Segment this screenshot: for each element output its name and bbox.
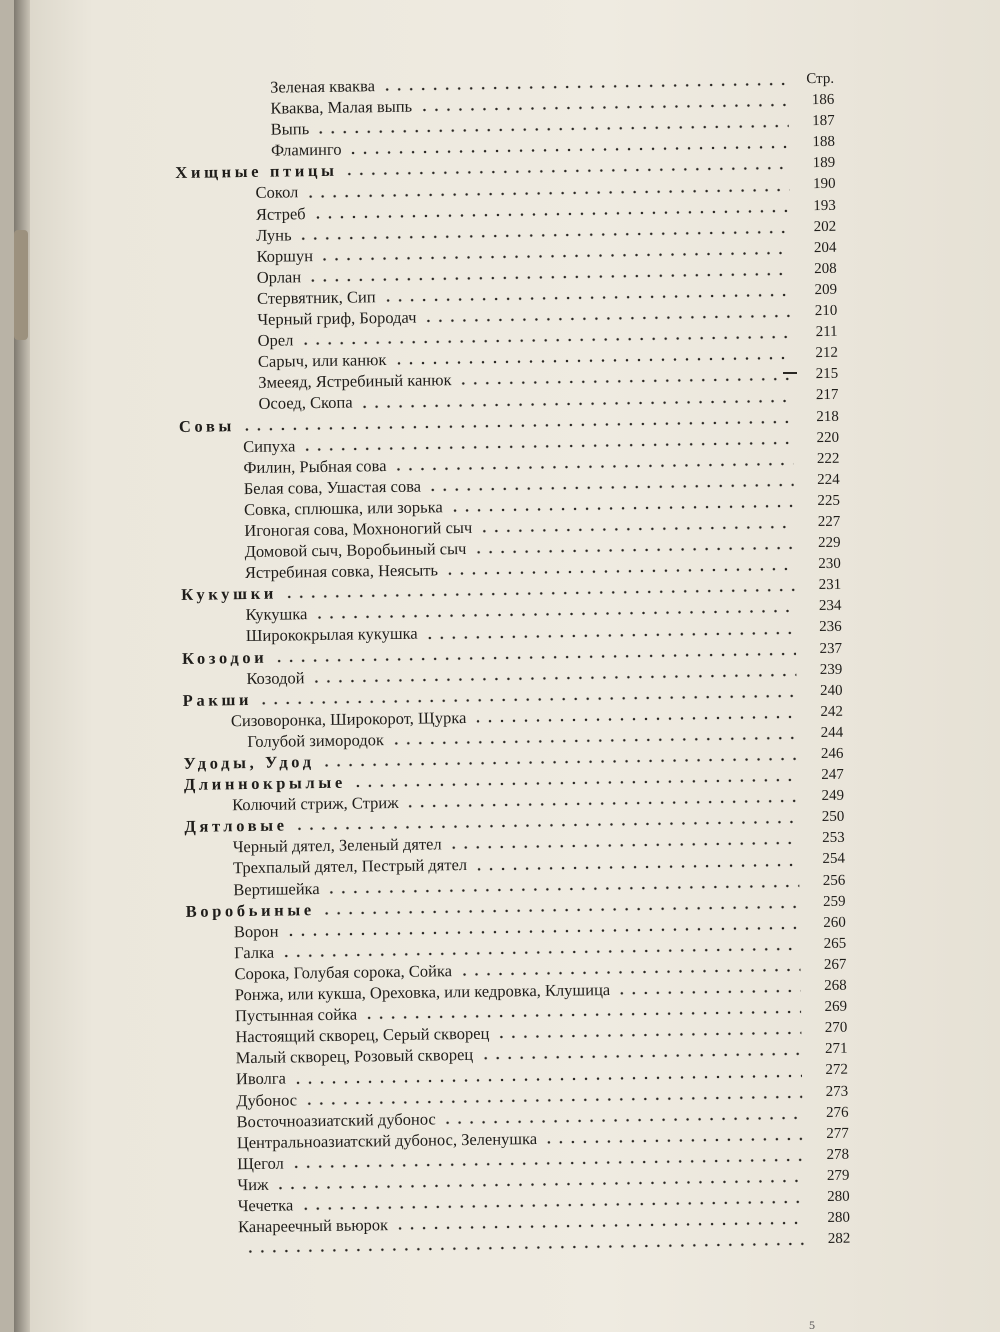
leader-dots <box>449 504 794 512</box>
toc-page-number: 227 <box>817 513 841 531</box>
toc-page-number: 237 <box>819 640 843 657</box>
toc-entry-label: Осоед, Скопа <box>258 392 353 414</box>
toc-entry-label: Лунь <box>256 225 292 245</box>
toc-section-label: Длиннокрылые <box>183 772 346 795</box>
toc-page-number: 222 <box>816 450 840 467</box>
toc-page-number: 204 <box>813 239 837 256</box>
toc-page-number: 277 <box>826 1125 849 1142</box>
toc-section-label: Удоды, Удод <box>183 752 315 773</box>
toc-page-number: 215 <box>815 366 839 383</box>
toc-section-label: Козодои <box>181 647 268 668</box>
toc-page-number: 260 <box>823 914 846 931</box>
toc-page-number: 186 <box>811 91 835 109</box>
leader-dots <box>348 146 790 155</box>
toc-page-number: 273 <box>825 1083 849 1100</box>
toc-entry-label: Кукушка <box>245 604 308 625</box>
toc-entry-label: Орел <box>257 330 294 350</box>
toc-page-number: 244 <box>820 724 844 741</box>
toc-entry-label: Выпь <box>270 119 310 139</box>
toc-page-number: 202 <box>813 218 837 235</box>
toc-page-number: 268 <box>824 977 847 995</box>
toc-entry-label: Малый скворец, Розовый скворец <box>235 1045 474 1068</box>
toc-page-number: 187 <box>812 112 835 130</box>
toc-page-number: 236 <box>819 619 842 636</box>
leader-dots <box>448 842 799 850</box>
toc-page-number: 188 <box>812 134 836 151</box>
leader-dots <box>363 1011 801 1020</box>
toc-entry-label <box>190 1258 238 1259</box>
leader-dots <box>543 1137 803 1144</box>
leader-dots <box>473 863 799 871</box>
leader-dots <box>381 83 788 92</box>
toc-entry-label: Зеленая кваква <box>270 76 376 97</box>
toc-page-number: 280 <box>827 1188 850 1205</box>
leader-dots <box>244 1243 804 1254</box>
leader-dots <box>422 315 791 323</box>
toc-page-number: 267 <box>823 956 847 973</box>
leader-dots <box>394 1221 804 1230</box>
toc-entry-label: Иволга <box>235 1068 287 1089</box>
toc-entry-label: Сокол <box>255 182 299 203</box>
leader-dots <box>390 736 797 745</box>
toc-page-number: 254 <box>822 851 846 868</box>
toc-entry-label: Трехпалый дятел, Пестрый дятел <box>232 855 468 878</box>
toc-entry-label: Восточноазиатский дубонос <box>236 1109 436 1131</box>
leader-dots <box>405 800 799 808</box>
toc-section-label: Кукушки <box>181 583 278 605</box>
toc-entry-label: Сипуха <box>243 435 296 456</box>
toc-page-number: 220 <box>816 429 840 446</box>
toc-page-number: 230 <box>818 555 841 573</box>
toc-page-number: 190 <box>812 176 836 193</box>
toc-entry-label: Ястребиная совка, Неясыть <box>244 560 439 583</box>
leader-dots <box>352 779 798 788</box>
toc-page-number: 189 <box>812 155 836 172</box>
leader-dots <box>478 525 794 532</box>
toc-page-number: 211 <box>815 323 838 341</box>
book-gutter <box>14 0 30 1332</box>
toc-entry-label: Ворон <box>233 921 279 941</box>
leader-dots <box>344 167 790 176</box>
toc-section-label: Ракши <box>182 689 253 710</box>
toc-entry-label: Чечетка <box>237 1195 294 1216</box>
toc-page-number: 249 <box>821 787 845 805</box>
binding-stain <box>14 230 28 340</box>
toc-entry-label: Канареечный вьюрок <box>237 1215 389 1237</box>
toc-page-number: 272 <box>825 1062 849 1079</box>
toc-entry-label: Черный гриф, Бородач <box>257 307 417 329</box>
toc-entry-label: Дубонос <box>236 1089 298 1110</box>
toc-entry-label: Орлан <box>256 267 302 287</box>
toc-entry-label: Ястреб <box>255 203 306 224</box>
toc-section-label: Дятловые <box>184 815 288 837</box>
leader-dots <box>382 293 791 302</box>
toc-page-number: 271 <box>825 1041 848 1058</box>
leader-dots <box>472 715 797 723</box>
leader-dots <box>495 1032 801 1039</box>
toc-page-number: 242 <box>820 703 844 720</box>
toc-page-number: 250 <box>821 808 845 826</box>
toc-entry-label: Голубой зимородок <box>247 730 385 751</box>
toc-page-number: 210 <box>814 302 838 320</box>
toc-entry-label: Чиж <box>237 1174 269 1195</box>
leader-dots <box>472 547 794 554</box>
toc-page-number: 218 <box>816 408 839 425</box>
leader-dots <box>479 1053 801 1061</box>
toc-entry-label: Игоногая сова, Мохноногий сыч <box>244 517 473 541</box>
toc-page-number: 229 <box>817 534 841 552</box>
toc-page-number: 239 <box>819 661 843 678</box>
toc-entry-label: Щегол <box>237 1153 284 1174</box>
toc-page-number: 217 <box>815 387 839 404</box>
toc-entry-label: Пустынная сойка <box>234 1004 358 1026</box>
toc-page-number: 279 <box>826 1167 850 1184</box>
toc-page-number: 234 <box>818 598 842 615</box>
toc-entry-label: Коршун <box>256 245 314 266</box>
toc-page-number: 208 <box>814 260 837 277</box>
toc-page-number: 269 <box>824 998 848 1016</box>
toc-page-number: 253 <box>822 830 845 847</box>
toc-page-number: 231 <box>818 576 842 594</box>
toc-page-number: 280 <box>827 1209 851 1227</box>
leader-dots <box>392 357 792 366</box>
toc-page-number: 225 <box>817 492 841 509</box>
leader-dots <box>458 968 800 976</box>
toc-page-number: 276 <box>825 1104 849 1121</box>
leader-dots <box>392 462 793 471</box>
printed-dash <box>783 372 797 374</box>
toc-page-number: 224 <box>817 471 840 488</box>
leader-dots <box>442 1116 803 1124</box>
toc-entry-label: Змееяд, Ястребиный канюк <box>258 370 452 393</box>
book-page <box>14 0 1000 1332</box>
leader-dots <box>427 483 794 491</box>
toc-entry-label: Белая сова, Ушастая сова <box>243 476 422 498</box>
toc-page-number: 209 <box>814 281 838 299</box>
toc-entry-label: Колючий стриж, Стриж <box>232 793 399 815</box>
toc-entry-label: Центральноазиатский дубонос, Зеленушка <box>236 1128 538 1152</box>
toc-section-label: Хищные птицы <box>175 161 338 183</box>
toc-entry-label: Филин, Рыбная сова <box>243 455 387 477</box>
toc-entries <box>174 90 850 1259</box>
leader-dots <box>424 631 796 639</box>
leader-dots <box>359 399 793 408</box>
toc-page-number: 265 <box>823 935 847 952</box>
toc-page-number: 278 <box>826 1146 850 1163</box>
toc-entry-label: Ронжа, или кукша, Ореховка, или кедровка, Клушица <box>234 980 611 1005</box>
toc-entry-label: Домовой сыч, Воробьиный сыч <box>244 539 467 562</box>
leader-dots <box>444 568 795 576</box>
footer-mark: 5 <box>809 1318 815 1332</box>
toc-page-number: 247 <box>821 766 844 784</box>
toc-page-number: 246 <box>820 745 844 763</box>
toc-entry-label: Сарыч, или канюк <box>257 350 387 372</box>
toc-entry-label: Вертишейка <box>233 878 320 899</box>
toc-section-label: Воробьиные <box>185 899 315 921</box>
toc-entry-label: Сорока, Голубая сорока, Сойка <box>234 961 453 984</box>
toc-entry-label: Совка, сплюшка, или зорька <box>243 497 443 519</box>
toc-page-number: 193 <box>813 197 836 214</box>
leader-dots <box>616 989 801 995</box>
toc-entry-label: Сизоворонка, Широкорот, Щурка <box>230 707 467 731</box>
table-of-contents <box>174 69 850 1259</box>
toc-page-number: 282 <box>827 1230 851 1248</box>
toc-entry-label: Ширококрылая кукушка <box>245 624 418 646</box>
toc-entry-label: Кваква, Малая выпь <box>270 96 413 118</box>
leader-dots <box>458 378 793 386</box>
toc-page-number: 259 <box>822 893 846 910</box>
toc-entry-label: Стервятник, Сип <box>256 287 376 308</box>
leader-dots <box>418 104 788 112</box>
toc-page-number: 270 <box>824 1019 848 1037</box>
toc-entry-label: Фламинго <box>270 139 342 160</box>
page-header-label: Стр. <box>806 70 835 88</box>
toc-page-number: 212 <box>815 344 839 362</box>
toc-entry-label: Настоящий скворец, Серый скворец <box>235 1023 490 1047</box>
toc-page-number: 240 <box>820 682 843 699</box>
toc-page-number: 256 <box>822 872 846 889</box>
toc-entry-label: Черный дятел, Зеленый дятел <box>232 834 442 857</box>
toc-entry-label: Галка <box>234 942 275 963</box>
toc-section-label: Совы <box>178 415 236 436</box>
toc-entry-label: Козодой <box>246 667 305 688</box>
